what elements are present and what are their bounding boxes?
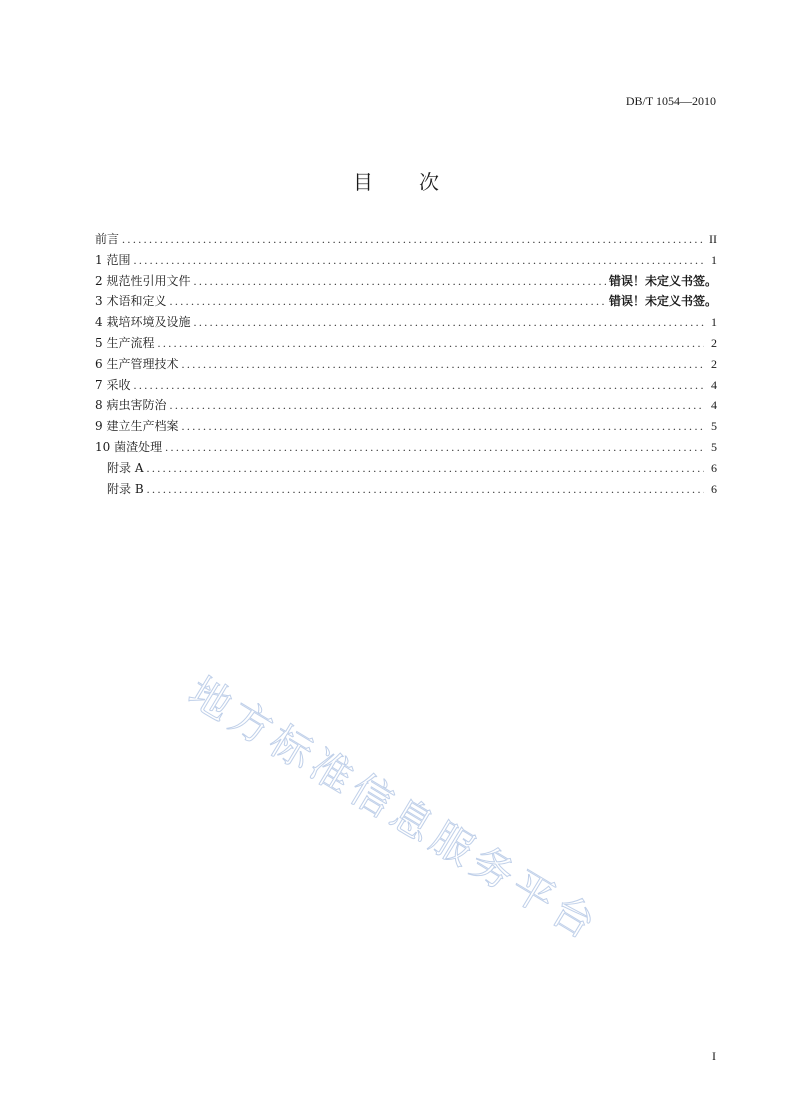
toc-entry-label: 6 生产管理技术 xyxy=(95,356,179,371)
page-number: I xyxy=(712,1049,716,1063)
bookmark-error-text: 错误！未定义书签。 xyxy=(608,273,717,288)
dot-leader xyxy=(169,395,704,416)
toc-entry-label: 附录 A xyxy=(107,460,144,475)
dot-leader xyxy=(133,375,704,396)
toc-entry-production-records[interactable] xyxy=(95,416,717,437)
toc-entry-page: 1 xyxy=(711,252,717,267)
watermark: 地方标准信息服务平台 xyxy=(180,667,609,951)
toc-entry-normative-references[interactable] xyxy=(95,271,717,292)
toc-entry-page: 5 xyxy=(711,439,717,454)
dot-leader xyxy=(157,333,704,354)
toc-entry-harvest[interactable] xyxy=(95,375,717,396)
toc-entry-page: 6 xyxy=(711,460,717,475)
dot-leader xyxy=(169,291,606,312)
toc-entry-page: 2 xyxy=(711,335,717,350)
dot-leader xyxy=(133,250,704,271)
toc-entry-label: 前言 xyxy=(95,232,120,246)
toc-entry-label: 1 范围 xyxy=(95,252,131,267)
bookmark-error-text: 错误！未定义书签。 xyxy=(608,294,717,309)
title-char-1: 目 xyxy=(353,170,373,194)
dot-leader xyxy=(181,354,704,375)
toc-entry-label: 4 栽培环境及设施 xyxy=(95,315,191,330)
toc-entry-management-techniques[interactable] xyxy=(95,354,717,375)
dot-leader xyxy=(193,271,606,292)
toc-entry-foreword[interactable] xyxy=(95,229,717,250)
toc-entry-page: 1 xyxy=(711,315,717,330)
toc-entry-label: 8 病虫害防治 xyxy=(95,398,167,413)
toc-entry-label: 附录 B xyxy=(107,481,144,496)
toc-entry-pest-control[interactable] xyxy=(95,395,717,416)
toc-entry-page: 4 xyxy=(711,377,717,392)
dot-leader xyxy=(165,437,704,458)
dot-leader xyxy=(147,479,704,500)
toc-entry-scope[interactable] xyxy=(95,250,717,271)
toc-entry-environment-facilities[interactable] xyxy=(95,312,717,333)
table-of-contents xyxy=(95,229,717,499)
toc-entry-label: 9 建立生产档案 xyxy=(95,419,179,434)
page-title xyxy=(0,166,792,195)
toc-entry-label: 2 规范性引用文件 xyxy=(95,273,191,288)
toc-entry-appendix-b[interactable] xyxy=(95,479,717,500)
toc-entry-appendix-a[interactable] xyxy=(95,458,717,479)
toc-entry-page: II xyxy=(709,232,717,246)
toc-entry-label: 3 术语和定义 xyxy=(95,294,167,309)
dot-leader xyxy=(122,229,704,250)
toc-entry-page: 5 xyxy=(711,419,717,434)
toc-entry-terms-definitions[interactable] xyxy=(95,291,717,312)
toc-entry-page: 6 xyxy=(711,481,717,496)
toc-entry-label: 10 菌渣处理 xyxy=(95,439,163,454)
dot-leader xyxy=(193,312,704,333)
toc-entry-page: 4 xyxy=(711,398,717,413)
document-code: DB/T 1054—2010 xyxy=(625,94,716,108)
dot-leader xyxy=(181,416,704,437)
dot-leader xyxy=(146,458,704,479)
title-char-2: 次 xyxy=(419,170,439,194)
toc-entry-page: 2 xyxy=(711,356,717,371)
toc-entry-label: 5 生产流程 xyxy=(95,335,155,350)
toc-entry-residue-treatment[interactable] xyxy=(95,437,717,458)
toc-entry-production-process[interactable] xyxy=(95,333,717,354)
toc-entry-label: 7 采收 xyxy=(95,377,131,392)
